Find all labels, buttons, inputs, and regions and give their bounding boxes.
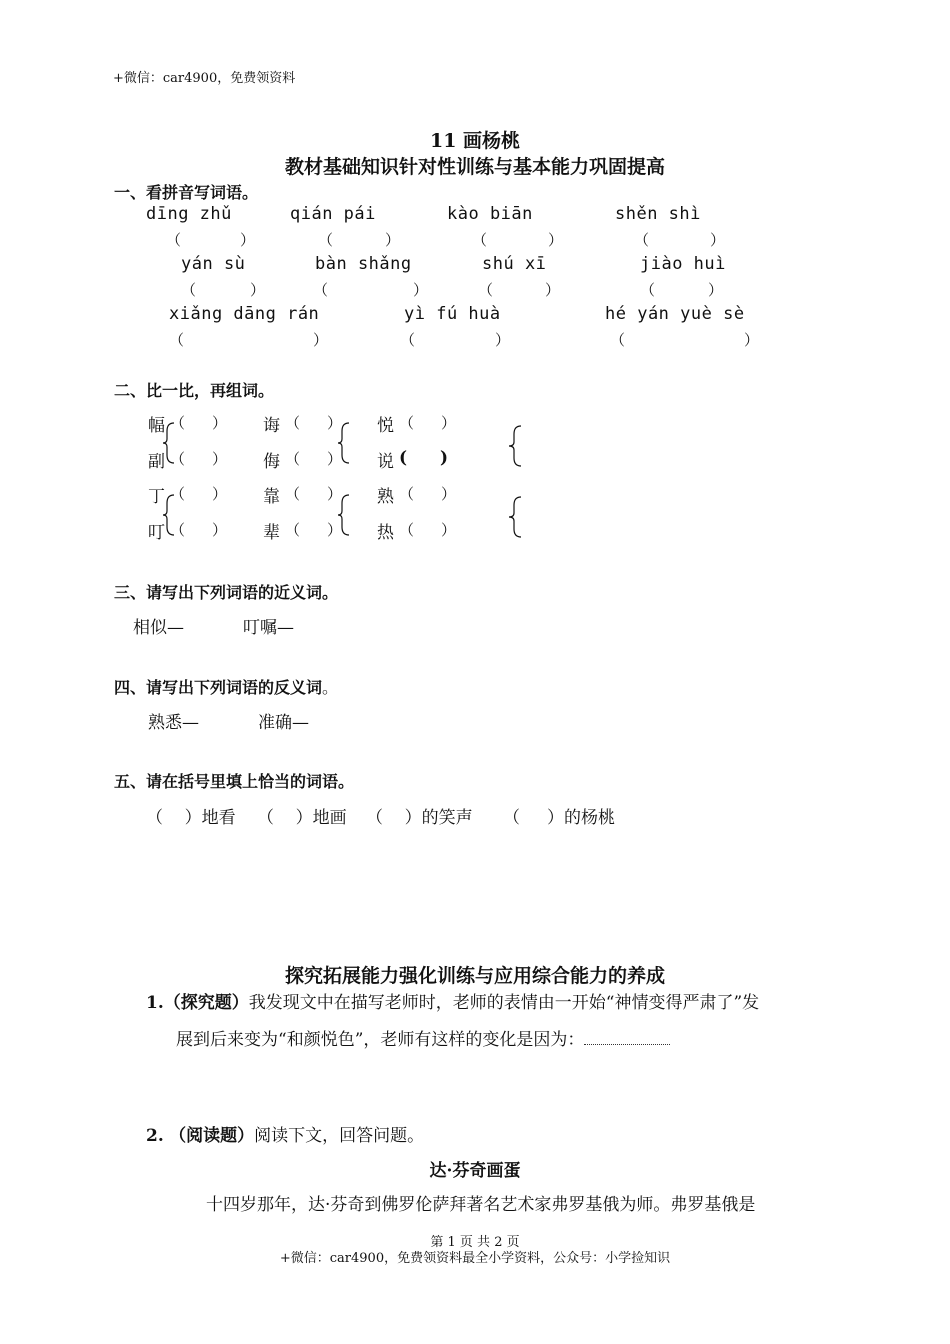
answer-blank-close: ） <box>744 331 760 349</box>
answer-blank-open[interactable]: （ <box>181 281 197 299</box>
antonym-item: 熟悉— <box>148 713 199 733</box>
answer-blank-open[interactable]: （ <box>170 450 186 468</box>
fill-blank-item[interactable]: （ ）地看 <box>146 808 236 828</box>
pinyin-item: shěn shì <box>615 204 701 224</box>
compare-char: 说 <box>377 452 394 472</box>
answer-blank-close: ） <box>327 521 343 539</box>
brace-icon <box>337 421 351 465</box>
lesson-title: 11 画杨桃 <box>429 130 521 152</box>
pinyin-item: dīng zhǔ <box>146 204 232 224</box>
pinyin-item: hé yán yuè sè <box>605 304 745 324</box>
question-2: 2. （阅读题）阅读下文，回答问题。 <box>146 1126 425 1146</box>
answer-blank-close: ） <box>708 281 724 299</box>
answer-blank-open[interactable]: （ <box>170 521 186 539</box>
answer-blank-open[interactable]: （ <box>640 281 656 299</box>
answer-blank-open[interactable]: （ <box>169 331 185 349</box>
brace-icon <box>162 493 176 537</box>
question-1: 1.（探究题）我发现文中在描写老师时，老师的表情由一开始“神情变得严肃了”发 <box>146 993 760 1013</box>
answer-blank-close: ） <box>212 485 228 503</box>
section4-heading: 四、请写出下列词语的反义词。 <box>114 678 339 697</box>
compare-char: 叮 <box>148 523 165 543</box>
answer-blank-open[interactable]: （ <box>399 414 415 432</box>
section3-heading: 三、请写出下列词语的近义词。 <box>114 583 339 602</box>
compare-char: 辈 <box>263 523 280 543</box>
brace-icon <box>507 424 523 468</box>
pinyin-item: xiǎng dāng rán <box>169 304 320 324</box>
compare-char: 副 <box>148 452 165 472</box>
answer-blank-close: ） <box>212 450 228 468</box>
passage-title: 达·芬奇画蛋 <box>429 1161 521 1181</box>
answer-blank-close: ） <box>212 414 228 432</box>
answer-blank-open[interactable]: （ <box>399 485 415 503</box>
pinyin-item: jiào huì <box>640 254 726 274</box>
footer-note: +微信：car4900，免费领资料最全小学资料，公众号：小学捡知识 <box>279 1251 671 1266</box>
answer-blank-close: ） <box>441 485 457 503</box>
answer-blank-open[interactable]: （ <box>285 414 301 432</box>
answer-blank-close: ） <box>545 281 561 299</box>
answer-blank-close: ） <box>250 281 266 299</box>
brace-icon <box>507 495 523 539</box>
answer-blank-open[interactable]: （ <box>170 485 186 503</box>
answer-blank-close: ） <box>548 231 564 249</box>
answer-blank-close: ） <box>313 331 329 349</box>
compare-char: 幅 <box>148 416 165 436</box>
pinyin-item: bàn shǎng <box>315 254 412 274</box>
answer-blank-close: ） <box>327 450 343 468</box>
compare-char: 诲 <box>263 416 280 436</box>
answer-blank-close: ） <box>212 521 228 539</box>
synonym-item: 相似— <box>133 618 184 638</box>
answer-blank-close: ） <box>441 521 457 539</box>
header-note: +微信：car4900，免费领资料 <box>113 71 296 86</box>
pinyin-item: yì fú huà <box>404 304 501 324</box>
answer-blank-close: ） <box>495 331 511 349</box>
answer-blank-open[interactable]: （ <box>285 450 301 468</box>
compare-char: 靠 <box>263 487 280 507</box>
answer-blank-open[interactable]: （ <box>610 331 626 349</box>
answer-blank-open[interactable]: （ <box>478 281 494 299</box>
pinyin-item: shú xī <box>482 254 547 274</box>
answer-blank-close: ） <box>710 231 726 249</box>
part2-title: 探究拓展能力强化训练与应用综合能力的养成 <box>284 965 665 987</box>
antonym-item: 准确— <box>258 713 309 733</box>
answer-blank-open[interactable]: （ <box>634 231 650 249</box>
compare-char: 丁 <box>148 487 165 507</box>
pinyin-item: qián pái <box>290 204 376 224</box>
answer-blank-open[interactable]: （ <box>313 281 329 299</box>
answer-blank-close: ) <box>440 448 449 468</box>
answer-blank-close: ） <box>385 231 401 249</box>
section1-heading: 一、看拼音写词语。 <box>114 183 259 202</box>
pinyin-item: kào biān <box>447 204 533 224</box>
section5-heading: 五、请在括号里填上恰当的词语。 <box>114 772 355 791</box>
answer-blank-close: ） <box>240 231 256 249</box>
question-1-line2: 展到后来变为“和颜悦色”，老师有这样的变化是因为： <box>176 1025 670 1050</box>
answer-blank-open[interactable]: （ <box>399 521 415 539</box>
pinyin-item: yán sù <box>181 254 246 274</box>
answer-blank-open[interactable]: （ <box>318 231 334 249</box>
answer-blank-open[interactable]: （ <box>166 231 182 249</box>
passage-line: 十四岁那年，达·芬奇到佛罗伦萨拜著名艺术家弗罗基俄为师。弗罗基俄是 <box>206 1195 756 1215</box>
brace-icon <box>162 421 176 465</box>
section2-heading: 二、比一比，再组词。 <box>114 381 275 400</box>
brace-icon <box>337 493 351 537</box>
fill-blank-item[interactable]: （ ）地画 <box>257 808 347 828</box>
answer-blank-open[interactable]: （ <box>472 231 488 249</box>
answer-blank-open[interactable]: （ <box>400 331 416 349</box>
answer-blank-close: ） <box>413 281 429 299</box>
fill-blank-item[interactable]: （ ）的杨桃 <box>503 808 616 828</box>
answer-blank-close: ） <box>327 414 343 432</box>
answer-blank-open[interactable]: （ <box>170 414 186 432</box>
answer-blank-open[interactable]: （ <box>285 485 301 503</box>
compare-char: 热 <box>377 523 394 543</box>
page-number: 第 1 页 共 2 页 <box>430 1235 520 1250</box>
compare-char: 侮 <box>263 452 280 472</box>
answer-blank-open[interactable]: （ <box>285 521 301 539</box>
synonym-item: 叮嘱— <box>243 618 294 638</box>
answer-blank-close: ） <box>441 414 457 432</box>
fill-blank-item[interactable]: （ ）的笑声 <box>366 808 473 828</box>
subtitle: 教材基础知识针对性训练与基本能力巩固提高 <box>284 156 665 178</box>
answer-blank-open[interactable]: ( <box>399 448 408 468</box>
compare-char: 悦 <box>377 416 394 436</box>
answer-line[interactable] <box>584 1043 670 1045</box>
answer-blank-close: ） <box>327 485 343 503</box>
compare-char: 熟 <box>377 487 394 507</box>
